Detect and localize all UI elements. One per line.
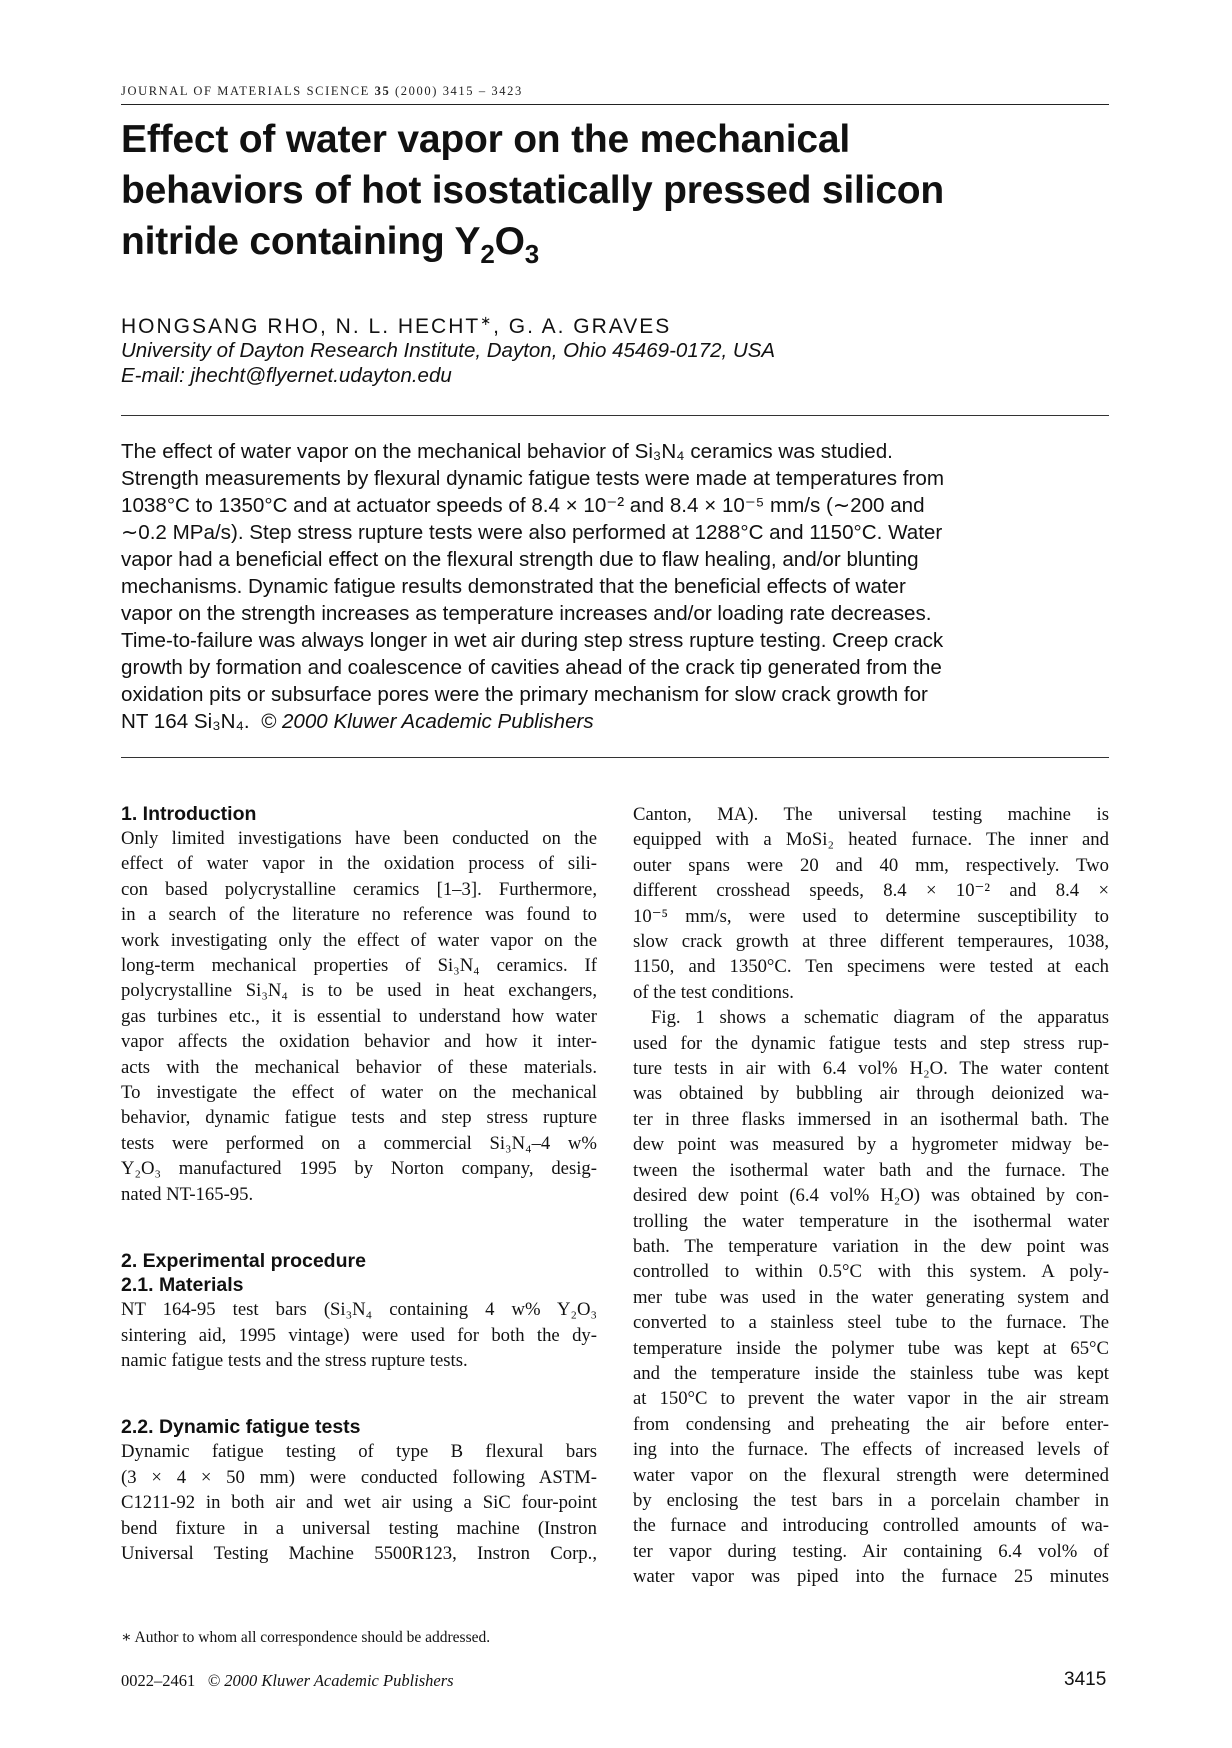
right-column	[633, 802, 1109, 1590]
journal-year-pages: (2000) 3415 – 3423	[395, 84, 523, 98]
footer-issn-copyright	[121, 1671, 454, 1691]
header-rule	[121, 104, 1109, 105]
abstract-line: vapor had a beneficial effect on the flexural strength due to flaw healing, and/or blunting	[121, 548, 919, 571]
author-affiliation: University of Dayton Research Institute, Dayton, Ohio 45469-0172, USA	[121, 339, 776, 362]
author-email: E-mail: jhecht@flyernet.udayton.edu	[121, 364, 452, 387]
page-number: 3415	[1064, 1669, 1107, 1690]
title-line-3: nitride containing $Y_2O_3$	[121, 220, 539, 269]
abstract-line: oxidation pits or subsurface pores were the primary mechanism for slow crack growth for	[121, 683, 928, 706]
section-heading-experimental: 2. Experimental procedure	[121, 1250, 366, 1273]
subsection-heading-materials: 2.1. Materials	[121, 1274, 244, 1297]
dynamic-fatigue-paragraph: Dynamic fatigue testing of type B flexural bars (3 × 4 × 50 mm) were conducted following ASTM- C1211-92 in both air and wet air using a SiC four-point bend fixture in a universal testing machine (Instron Universal Testing Machine 5500R123, Instron Corp.,	[121, 1441, 597, 1564]
abstract-copyright: © 2000 Kluwer Academic Publishers	[261, 710, 594, 733]
journal-volume: 35	[374, 84, 391, 98]
abstract-line: mechanisms. Dynamic fatigue results demonstrated that the beneficial effects of water	[121, 575, 906, 598]
subsection-heading-dynamic-fatigue: 2.2. Dynamic fatigue tests	[121, 1416, 361, 1439]
abstract-line: Strength measurements by flexural dynamic fatigue tests were made at temperatures from	[121, 467, 944, 490]
materials-paragraph: NT 164-95 test bars (Si₃N₄ containing 4 w% Y₂O₃ sintering aid, 1995 vintage) were used for both the dy- namic fatigue tests and the stress rupture tests.	[121, 1299, 597, 1371]
title-line-2: behaviors of hot isostatically pressed silicon	[121, 169, 945, 212]
author-list: HONGSANG RHO, N. L. HECHT∗, G. A. GRAVES	[121, 313, 672, 338]
abstract-rule-bottom	[121, 757, 1109, 758]
issn: 0022–2461	[121, 1671, 196, 1690]
abstract-line: ∼0.2 MPa/s). Step stress rupture tests were also performed at 1288°C and 1150°C. Water	[121, 521, 943, 544]
footnote: ∗ Author to whom all correspondence should be addressed.	[121, 1629, 491, 1646]
journal-name: JOURNAL OF MATERIALS SCIENCE	[121, 84, 370, 98]
abstract-line: Time-to-failure was always longer in wet air during step stress rupture testing. Creep crack	[121, 629, 944, 652]
abstract-line: vapor on the strength increases as temperature increases and/or loading rate decreases.	[121, 602, 932, 625]
introduction-paragraph: Only limited investigations have been conducted on the effect of water vapor in the oxidation process of sili- con based polycrystalline ceramics [1–3]. Furthermore, in a search of the literature no reference was found to work investigating only the effect of water vapor on the long-term mechanical properties of Si₃N₄ ceramics. If polycrystalline Si₃N₄ is to be used in heat exchangers, gas turbines etc., it is essential to understand how water vapor affects the oxidation behavior and how it inter- acts with the mechanical behavior of these materials. To investigate the effect of water on the mechanical behavior, dynamic fatigue tests and step stress rupture tests were performed on a commercial Si₃N₄–4 w% Y₂O₃ manufactured 1995 by Norton company, desig- nated NT-165-95.	[121, 828, 597, 1205]
running-head	[121, 84, 1109, 99]
apparatus-paragraph: Canton, MA). The universal testing machine is equipped with a MoSi₂ heated furnace. The inner and outer spans were 20 and 40 mm, respectively. Two different crosshead speeds, 8.4 × 10⁻² and 8.4 × 10⁻⁵ mm/s, were used to determine susceptibility to slow crack growth at three different temperaures, 1038, 1150, and 1350°C. Ten specimens were tested at each of the test conditions.	[633, 804, 1109, 1003]
abstract-line: The effect of water vapor on the mechanical behavior of Si₃N₄ ceramics was studied.	[121, 440, 893, 463]
abstract-rule-top	[121, 415, 1109, 416]
abstract-line: 1038°C to 1350°C and at actuator speeds of 8.4 × 10⁻² and 8.4 × 10⁻⁵ mm/s (∼200 and	[121, 494, 925, 517]
abstract-last-line: NT 164 Si₃N₄. © 2000 Kluwer Academic Publishers	[121, 710, 594, 733]
water-vapor-paragraph: Fig. 1 shows a schematic diagram of the apparatus used for the dynamic fatigue tests and step stress rup- ture tests in air with 6.4 vol% H₂O. The water content was obtained by bubbling air through deionized wa- ter in three flasks immersed in an isothermal bath. The dew point was measured by a hygrometer midway be- tween the isothermal water bath and the furnace. The desired dew point (6.4 vol% H₂O) was obtained by con- trolling the water temperature in the isothermal water bath. The temperature variation in the dew point was controlled to within 0.5°C with this system. A poly- mer tube was used in the water generating system and converted to a stainless steel tube to the furnace. The temperature inside the polymer tube was kept at 65°C and the temperature inside the stainless tube was kept at 150°C to prevent the water vapor in the air stream from condensing and preheating the air before enter- ing into the furnace. The effects of increased levels of water vapor on the flexural strength were determined by enclosing the test bars in a porcelain chamber in the furnace and introducing controlled amounts of wa- ter vapor during testing. Air containing 6.4 vol% of water vapor was piped into the furnace 25 minutes	[633, 1007, 1109, 1588]
title-line-1: Effect of water vapor on the mechanical	[121, 118, 851, 161]
footer-copyright: © 2000 Kluwer Academic Publishers	[207, 1671, 454, 1690]
paper-title	[121, 114, 1101, 280]
left-column	[121, 802, 597, 1566]
section-heading-introduction: 1. Introduction	[121, 803, 257, 825]
abstract-line: growth by formation and coalescence of cavities ahead of the crack tip generated from the	[121, 656, 942, 679]
abstract	[121, 438, 1109, 735]
